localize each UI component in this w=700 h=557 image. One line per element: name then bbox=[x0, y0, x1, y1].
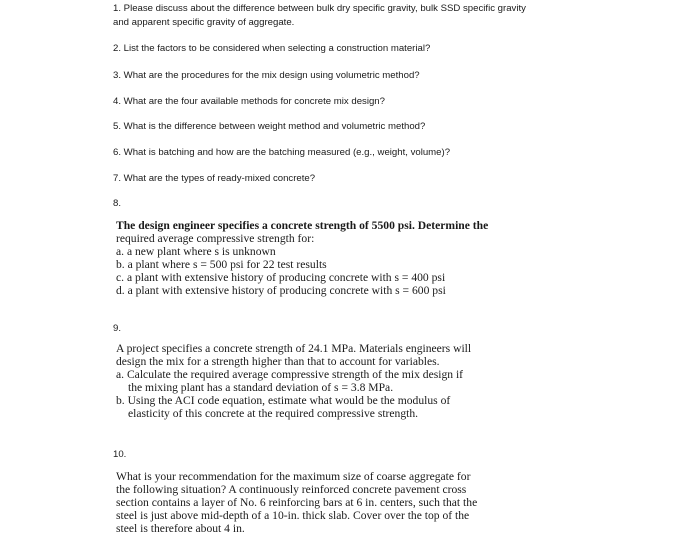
question-7: 7. What are the types of ready-mixed concrete? bbox=[113, 173, 316, 184]
question-9-line-2: design the mix for a strength higher than that to account for variables. bbox=[116, 355, 440, 368]
question-1-line-1: 1. Please discuss about the difference between bulk dry specific gravity, bulk SSD specific gravity bbox=[113, 3, 526, 14]
question-10-line-4: steel is just above mid-depth of a 10-in. thick slab. Cover over the top of the bbox=[116, 509, 470, 522]
question-9-line-1: A project specifies a concrete strength of 24.1 MPa. Materials engineers will bbox=[116, 342, 472, 355]
question-9-body bbox=[116, 342, 576, 420]
question-10-line-5: steel is therefore about 4 in. bbox=[116, 522, 245, 535]
question-10-body bbox=[116, 470, 576, 535]
question-10-line-1: What is your recommendation for the maximum size of coarse aggregate for bbox=[116, 470, 471, 483]
question-1-line-2: and apparent specific gravity of aggregate. bbox=[113, 17, 295, 28]
question-10-number: 10. bbox=[113, 449, 127, 460]
question-8-item-b: b. a plant where s = 500 psi for 22 test results bbox=[116, 258, 327, 271]
question-1 bbox=[113, 2, 593, 30]
question-8-item-d: d. a plant with extensive history of producing concrete with s = 600 psi bbox=[116, 284, 446, 297]
question-9-number: 9. bbox=[113, 323, 122, 334]
question-6: 6. What is batching and how are the batching measured (e.g., weight, volume)? bbox=[113, 147, 451, 158]
question-10-line-3: section contains a layer of No. 6 reinforcing bars at 6 in. centers, such that the bbox=[116, 496, 478, 509]
question-8-body bbox=[116, 219, 576, 297]
question-9-item-a-line-1: a. Calculate the required average compressive strength of the mix design if bbox=[116, 368, 464, 381]
question-10-line-2: the following situation? A continuously reinforced concrete pavement cross bbox=[116, 483, 467, 496]
question-8-item-a: a. a new plant where s is unknown bbox=[116, 245, 276, 258]
question-4: 4. What are the four available methods for concrete mix design? bbox=[113, 96, 385, 107]
question-8-line-1: The design engineer specifies a concrete strength of 5500 psi. Determine the bbox=[116, 219, 489, 232]
question-8-number: 8. bbox=[113, 198, 122, 209]
question-9-item-a-line-2: the mixing plant has a standard deviation of s = 3.8 MPa. bbox=[128, 381, 394, 394]
question-8-line-2: required average compressive strength for: bbox=[116, 232, 315, 245]
question-3: 3. What are the procedures for the mix design using volumetric method? bbox=[113, 70, 420, 81]
question-9-item-b-line-2: elasticity of this concrete at the required compressive strength. bbox=[128, 407, 419, 420]
question-9-item-b-line-1: b. Using the ACI code equation, estimate what would be the modulus of bbox=[116, 394, 451, 407]
question-2: 2. List the factors to be considered when selecting a construction material? bbox=[113, 43, 431, 54]
question-5: 5. What is the difference between weight method and volumetric method? bbox=[113, 121, 426, 132]
question-8-item-c: c. a plant with extensive history of producing concrete with s = 400 psi bbox=[116, 271, 446, 284]
